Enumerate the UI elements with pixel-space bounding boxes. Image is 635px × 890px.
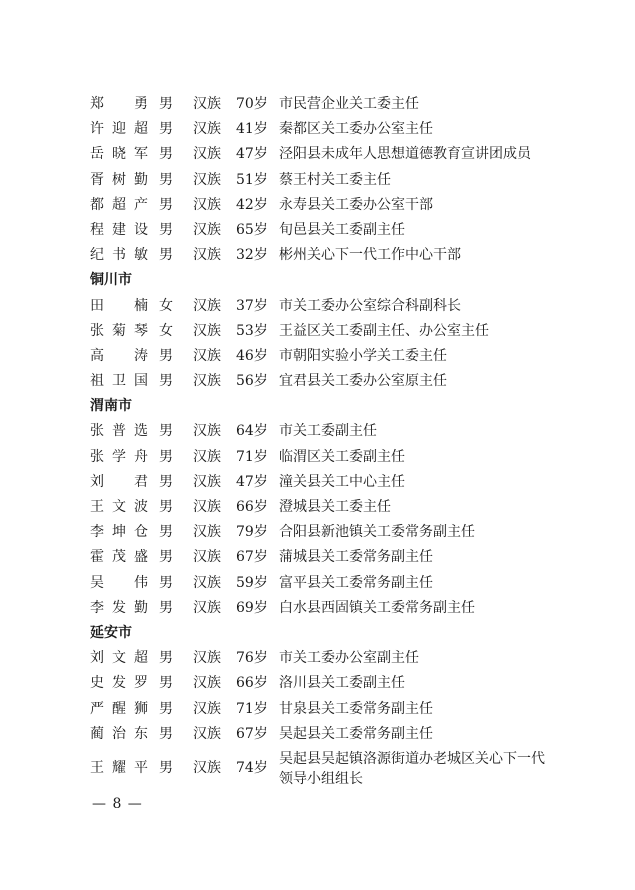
person-sex: 女 — [159, 322, 173, 339]
person-sex: 男 — [159, 499, 173, 515]
person-position: 永寿县关工委办公室干部 — [279, 196, 433, 213]
person-sex: 男 — [159, 221, 173, 238]
person-row — [0, 596, 635, 621]
person-sex: 男 — [159, 574, 173, 591]
person-position: 蒲城县关工委常务副主任 — [279, 549, 433, 566]
person-row — [0, 470, 635, 495]
person-age: 71岁 — [236, 448, 268, 465]
person-age: 46岁 — [236, 347, 268, 364]
person-row — [0, 520, 635, 545]
person-age: 74岁 — [236, 759, 268, 776]
person-row — [0, 369, 635, 394]
person-ethnicity: 汉族 — [193, 499, 221, 515]
person-name: 都超产 — [90, 196, 148, 213]
person-row — [0, 646, 635, 671]
person-ethnicity: 汉族 — [193, 146, 221, 163]
person-sex: 男 — [159, 524, 173, 541]
person-ethnicity: 汉族 — [193, 121, 221, 138]
person-name: 岳晓军 — [90, 146, 148, 163]
person-position: 白水县西固镇关工委常务副主任 — [279, 599, 475, 616]
person-sex: 男 — [159, 759, 173, 776]
person-position: 秦都区关工委办公室主任 — [279, 121, 433, 138]
person-name: 王耀平 — [90, 759, 148, 776]
person-position: 旬邑县关工委副主任 — [279, 221, 405, 238]
person-sex: 男 — [159, 423, 173, 440]
person-position: 富平县关工委常务副主任 — [279, 574, 433, 591]
person-ethnicity: 汉族 — [193, 700, 221, 717]
person-ethnicity: 汉族 — [193, 473, 221, 490]
person-sex: 男 — [159, 121, 173, 138]
person-position: 合阳县新池镇关工委常务副主任 — [279, 524, 475, 541]
person-ethnicity: 汉族 — [193, 599, 221, 616]
person-name: 郑 勇 — [90, 96, 148, 112]
person-name: 李坤仓 — [90, 524, 148, 541]
person-sex: 女 — [159, 297, 173, 314]
person-sex: 男 — [159, 650, 173, 667]
person-row — [0, 193, 635, 218]
name-list — [0, 92, 635, 791]
person-name: 刘 君 — [90, 473, 148, 490]
person-name: 王文波 — [90, 499, 148, 515]
person-ethnicity: 汉族 — [193, 297, 221, 314]
person-row — [0, 545, 635, 570]
person-position: 泾阳县未成年人思想道德教育宣讲团成员 — [279, 146, 531, 163]
person-ethnicity: 汉族 — [193, 524, 221, 541]
person-name: 张菊琴 — [90, 322, 148, 339]
person-age: 47岁 — [236, 146, 268, 163]
person-position: 蔡王村关工委主任 — [279, 171, 391, 188]
person-age: 51岁 — [236, 171, 268, 188]
person-ethnicity: 汉族 — [193, 574, 221, 591]
person-name: 纪书敏 — [90, 247, 148, 264]
person-age: 69岁 — [236, 599, 268, 616]
person-row — [0, 218, 635, 243]
person-name: 霍茂盛 — [90, 549, 148, 566]
person-row — [0, 243, 635, 268]
person-age: 64岁 — [236, 423, 268, 440]
city-heading — [0, 621, 635, 646]
person-age: 56岁 — [236, 373, 268, 390]
person-age: 65岁 — [236, 221, 268, 238]
person-age: 67岁 — [236, 549, 268, 566]
person-ethnicity: 汉族 — [193, 347, 221, 364]
person-name: 蔺治东 — [90, 725, 148, 742]
person-position: 洛川县关工委副主任 — [279, 675, 405, 692]
person-ethnicity: 汉族 — [193, 423, 221, 440]
person-sex: 男 — [159, 700, 173, 717]
person-position: 吴起县关工委常务副主任 — [279, 725, 433, 742]
person-position: 市关工委办公室副主任 — [279, 650, 419, 667]
person-sex: 男 — [159, 448, 173, 465]
person-sex: 男 — [159, 146, 173, 163]
city-heading-text: 铜川市 — [90, 272, 132, 289]
person-sex: 男 — [159, 473, 173, 490]
person-sex: 男 — [159, 171, 173, 188]
person-ethnicity: 汉族 — [193, 725, 221, 742]
person-name: 吴 伟 — [90, 574, 148, 591]
person-ethnicity: 汉族 — [193, 221, 221, 238]
person-ethnicity: 汉族 — [193, 247, 221, 264]
city-heading — [0, 268, 635, 293]
person-position: 王益区关工委副主任、办公室主任 — [279, 322, 489, 339]
person-ethnicity: 汉族 — [193, 96, 221, 112]
city-heading — [0, 394, 635, 419]
person-age: 70岁 — [236, 96, 268, 112]
person-name: 祖卫国 — [90, 373, 148, 390]
person-name: 刘文超 — [90, 650, 148, 667]
person-sex: 男 — [159, 373, 173, 390]
person-age: 41岁 — [236, 121, 268, 138]
person-position: 临渭区关工委副主任 — [279, 448, 405, 465]
person-row — [0, 142, 635, 167]
person-position: 彬州关心下一代工作中心干部 — [279, 247, 461, 264]
person-row — [0, 445, 635, 470]
person-ethnicity: 汉族 — [193, 675, 221, 692]
person-sex: 男 — [159, 599, 173, 616]
person-row — [0, 117, 635, 142]
person-position: 市关工委办公室综合科副科长 — [279, 297, 461, 314]
person-sex: 男 — [159, 347, 173, 364]
person-age: 37岁 — [236, 297, 268, 314]
person-name: 严醒狮 — [90, 700, 148, 717]
person-row — [0, 747, 635, 791]
person-row — [0, 571, 635, 596]
person-age: 76岁 — [236, 650, 268, 667]
person-name: 田 楠 — [90, 297, 148, 314]
person-name: 程建设 — [90, 221, 148, 238]
person-ethnicity: 汉族 — [193, 196, 221, 213]
person-name: 张普选 — [90, 423, 148, 440]
person-age: 53岁 — [236, 322, 268, 339]
person-name: 胥树勤 — [90, 171, 148, 188]
person-ethnicity: 汉族 — [193, 171, 221, 188]
person-row — [0, 697, 635, 722]
person-position: 宜君县关工委办公室原主任 — [279, 373, 447, 390]
person-row — [0, 344, 635, 369]
person-row — [0, 419, 635, 444]
city-heading-text: 延安市 — [90, 624, 132, 641]
person-sex: 男 — [159, 725, 173, 742]
person-row — [0, 495, 635, 520]
person-age: 67岁 — [236, 725, 268, 742]
person-age: 71岁 — [236, 700, 268, 717]
person-sex: 男 — [159, 96, 173, 112]
person-row — [0, 722, 635, 747]
person-sex: 男 — [159, 196, 173, 213]
person-age: 79岁 — [236, 524, 268, 541]
person-sex: 男 — [159, 247, 173, 264]
person-age: 42岁 — [236, 196, 268, 213]
person-age: 47岁 — [236, 473, 268, 490]
person-position: 市关工委副主任 — [279, 423, 377, 440]
person-position: 甘泉县关工委常务副主任 — [279, 700, 433, 717]
person-name: 许迎超 — [90, 121, 148, 138]
city-heading-text: 渭南市 — [90, 398, 132, 415]
person-ethnicity: 汉族 — [193, 759, 221, 776]
person-age: 66岁 — [236, 675, 268, 692]
person-ethnicity: 汉族 — [193, 650, 221, 667]
person-row — [0, 671, 635, 696]
person-name: 高 涛 — [90, 347, 148, 364]
person-age: 59岁 — [236, 574, 268, 591]
person-sex: 男 — [159, 675, 173, 692]
person-name: 史发罗 — [90, 675, 148, 692]
person-name: 李发勤 — [90, 599, 148, 616]
person-position: 吴起县吴起镇洛源街道办老城区关心下一代领导小组组长 — [279, 750, 545, 787]
person-row — [0, 168, 635, 193]
person-position: 澄城县关工委主任 — [279, 499, 391, 515]
person-age: 32岁 — [236, 247, 268, 264]
person-position: 市朝阳实验小学关工委主任 — [279, 347, 447, 364]
person-row — [0, 294, 635, 319]
person-ethnicity: 汉族 — [193, 448, 221, 465]
page-number: — 8 — — [92, 796, 143, 812]
person-row — [0, 319, 635, 344]
person-name: 张学舟 — [90, 448, 148, 465]
person-ethnicity: 汉族 — [193, 549, 221, 566]
person-position: 市民营企业关工委主任 — [279, 96, 419, 112]
person-ethnicity: 汉族 — [193, 373, 221, 390]
person-position: 潼关县关工中心主任 — [279, 473, 405, 490]
person-age: 66岁 — [236, 499, 268, 515]
person-ethnicity: 汉族 — [193, 322, 221, 339]
person-row — [0, 92, 635, 117]
person-sex: 男 — [159, 549, 173, 566]
